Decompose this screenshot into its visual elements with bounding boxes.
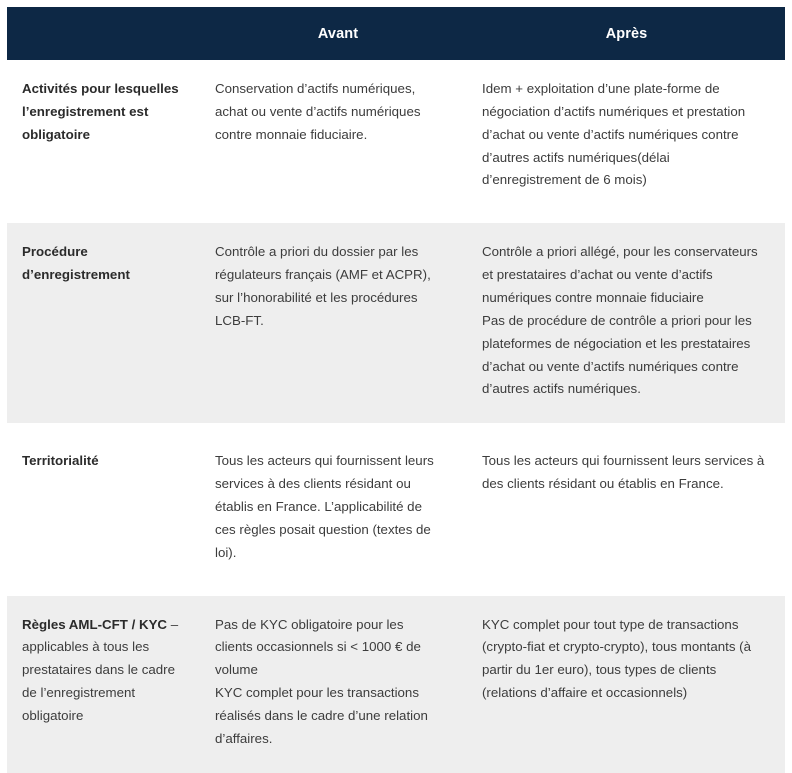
- row-after-value: Idem + exploitation d’une plate-forme de négociation d’actifs numériques et prestation d’achat ou vente d’actifs numériques contre d’autres actifs numériques(délai d’enregistrement de 6 mois): [482, 81, 746, 188]
- row-after-value: [468, 223, 785, 423]
- criteria-bold-text: Territorialité: [22, 453, 99, 469]
- table-row: [7, 223, 785, 423]
- row-before-value: Tous les acteurs qui fournissent leurs services à des clients résidant ou établis en France. L’applicabilité de ces règles posait question (textes de loi).: [215, 453, 434, 560]
- spacer-cell: [468, 214, 785, 223]
- spacer-cell: [7, 423, 208, 432]
- row-before-value: Contrôle a priori du dossier par les régulateurs français (AMF et ACPR), sur l’honorabilité et les procédures LCB-FT.: [215, 244, 431, 328]
- spacer-cell: [7, 587, 208, 596]
- header-row: [7, 7, 785, 60]
- criteria-bold-text: Procédure d’enregistrement: [22, 244, 130, 283]
- table-row: [7, 596, 785, 773]
- spacer-cell: [208, 587, 468, 596]
- criteria-bold-text: Activités pour lesquelles l’enregistrement est obligatoire: [22, 81, 179, 142]
- criteria-bold-text: Règles AML-CFT / KYC: [22, 616, 168, 632]
- row-spacer: [7, 214, 785, 223]
- spacer-cell: [208, 214, 468, 223]
- spacer-cell: [468, 423, 785, 432]
- row-criteria-label: [7, 596, 208, 773]
- column-header-criteria: [7, 7, 208, 60]
- paragraph: Pas de procédure de contrôle a priori pour les plateformes de négociation et les prestataires d’achat ou vente d’actifs numériques contre d’autres actifs numériques.: [482, 312, 752, 397]
- spacer-cell: [468, 587, 785, 596]
- spacer-cell: [7, 214, 208, 223]
- column-header-apres: Après: [468, 7, 785, 60]
- row-after-value: KYC complet pour tout type de transactions (crypto-fiat et crypto-crypto), tous montants (à partir du 1er euro), tous types de clients (relations d’affaire et occasionnels): [482, 616, 751, 701]
- table-body: [7, 60, 785, 773]
- table-header: [7, 7, 785, 60]
- row-before-value: [208, 596, 468, 773]
- before-after-comparison-table: [7, 7, 785, 773]
- row-criteria-label: [7, 60, 208, 214]
- row-spacer: [7, 587, 785, 596]
- criteria-normal-text: – applicables à tous les prestataires dans le cadre de l’enregistrement obligatoire: [22, 616, 179, 724]
- paragraph: KYC complet pour les transactions réalisés dans le cadre d’une relation d’affaires.: [215, 685, 428, 746]
- column-header-avant: Avant: [208, 7, 468, 60]
- paragraph: Contrôle a priori allégé, pour les conservateurs et prestataires d’achat ou vente d’actifs numériques contre monnaie fiduciaire: [482, 244, 758, 306]
- row-criteria-label: [7, 223, 208, 423]
- row-spacer: [7, 423, 785, 432]
- paragraph: Pas de KYC obligatoire pour les clients occasionnels si < 1000 € de volume: [215, 616, 421, 678]
- row-criteria-label: [7, 432, 208, 586]
- table-row: [7, 432, 785, 586]
- table-row: [7, 60, 785, 214]
- row-after-value: Tous les acteurs qui fournissent leurs services à des clients résidant ou établis en France.: [482, 453, 765, 492]
- spacer-cell: [208, 423, 468, 432]
- row-before-value: Conservation d’actifs numériques, achat ou vente d’actifs numériques contre monnaie fiduciaire.: [215, 81, 421, 142]
